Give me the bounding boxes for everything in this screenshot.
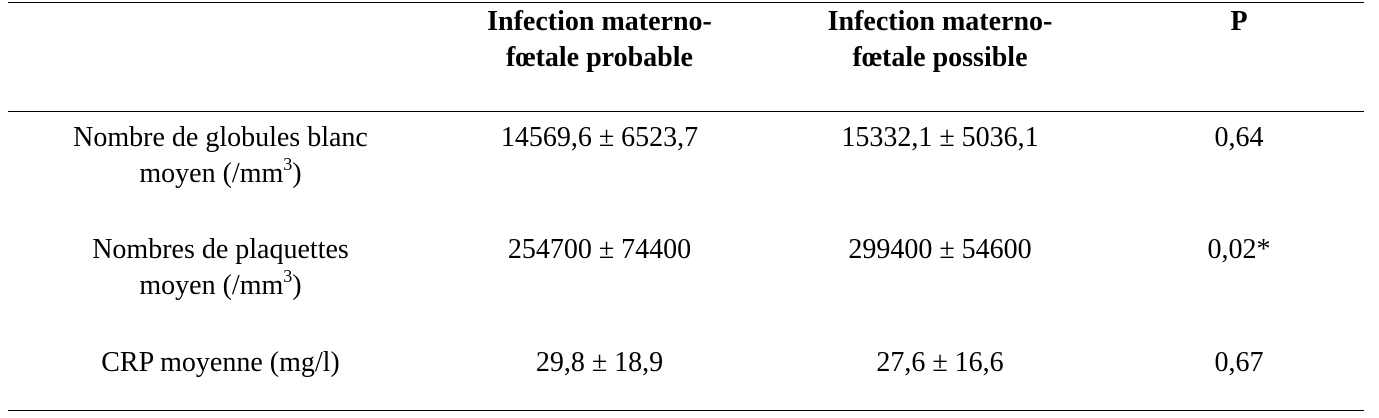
row-1-label-unit: moyen (/mm: [139, 158, 284, 189]
header-probable-line1: Infection materno-: [487, 6, 712, 37]
row-2-label-close: ): [292, 270, 302, 301]
table-top-rule: [8, 2, 1364, 3]
row-2-label-unit: moyen (/mm: [139, 270, 284, 301]
row-3-possible: 27,6 ± 16,6: [876, 347, 1004, 378]
row-1-p: 0,64: [1214, 122, 1264, 153]
row-3-label: [8, 345, 433, 381]
row-1-probable: 14569,6 ± 6523,7: [500, 122, 699, 153]
table-header-rule: [8, 111, 1364, 112]
row-2-label-sup: 3: [283, 265, 293, 286]
row-2-probable: 254700 ± 74400: [507, 234, 692, 265]
row-2-p: 0,02*: [1207, 234, 1271, 265]
header-possible-line1: Infection materno-: [827, 6, 1053, 37]
row-2-label-line1: Nombres de plaquettes: [92, 234, 349, 265]
row-1-label-sup: 3: [283, 153, 293, 174]
header-possible: [766, 4, 1114, 76]
row-1-label-close: ): [292, 158, 302, 189]
data-table: [8, 0, 1364, 418]
row-3-label-line1: CRP moyenne (mg/l): [101, 347, 340, 378]
header-p: [1114, 4, 1364, 40]
header-probable: [433, 4, 766, 76]
header-possible-line2: fœtale possible: [852, 42, 1028, 73]
row-2-label: [8, 232, 433, 304]
row-2-possible: 299400 ± 54600: [848, 234, 1032, 265]
row-1-possible: 15332,1 ± 5036,1: [841, 122, 1039, 153]
header-probable-line2: fœtale probable: [506, 42, 693, 73]
row-3-p: 0,67: [1214, 347, 1264, 378]
table-bottom-rule: [8, 410, 1364, 411]
row-1-label: [8, 120, 433, 192]
row-1-label-line1: Nombre de globules blanc: [73, 122, 368, 153]
row-1-label-line2: [8, 153, 433, 192]
row-2-label-line2: [8, 265, 433, 304]
row-3-probable: 29,8 ± 18,9: [535, 347, 664, 378]
header-p-line1: P: [1230, 6, 1248, 37]
